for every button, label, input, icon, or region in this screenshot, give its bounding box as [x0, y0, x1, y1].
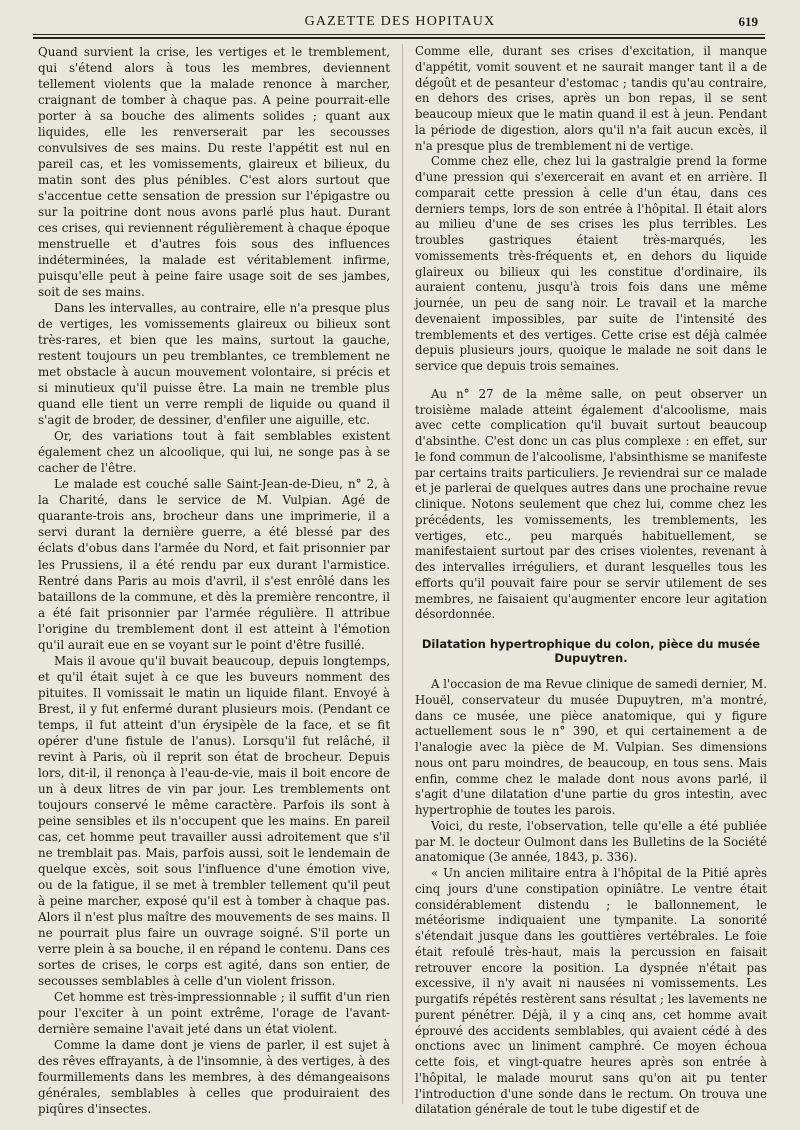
paragraph: Comme chez elle, chez lui la gastralgie prend la forme d'une pression qui s'exercerait en avant et en arrière. Il comparait cette pression à celle d'un étau, dans ces derniers temps, lors de son entrée à l'hôpital. Il était alors au milieu d'une de ses crises les plus terribles. Les troubles gastriques étaient très-marqués, les vomissements très-fréquents et, en dehors du liquide glaireux ou bilieux qui les constitue d'ordinaire, ils auraient contenu, jusqu'à trois fois dans une même journée, un peu de sang noir. Le travail et la marche devenaient impossibles, par suite de l'intensité des tremblements et des vertiges. Cette crise est déjà calmée depuis plusieurs jours, quoique le malade ne soit dans le service que depuis trois semaines. [415, 154, 767, 373]
paragraph: A l'occasion de ma Revue clinique de samedi dernier, M. Houël, conservateur du musée Dupuytren, m'a montré, dans ce musée, une pièce anatomique, qui y figure actuellement sous le n° 390, et qui certainement a de l'analogie avec la pièce de M. Vulpian. Ses dimensions nous ont paru moindres, de beaucoup, en tous sens. Mais enfin, comme chez le malade dont nous avons parlé, il s'agit d'une dilatation d'une partie du gros intestin, avec hypertrophie de toutes les parois. [415, 677, 767, 817]
page-number: 619 [738, 14, 758, 29]
right-column [415, 44, 767, 1118]
running-title: GAZETTE DES HOPITAUX [304, 14, 496, 29]
column-divider [402, 44, 403, 1104]
left-column [38, 44, 390, 1117]
paragraph: Comme elle, durant ses crises d'excitation, il manque d'appétit, vomit souvent et ne saurait manger tant il a de dégoût et de pesanteur d'estomac ; tandis qu'au contraire, en dehors des crises, après un bon repas, il se sent beaucoup mieux que le matin quand il est à jeun. Pendant la période de digestion, alors qu'il n'a fait aucun excès, il n'a presque plus de tremblement ni de vertige. [415, 44, 767, 153]
paragraph: Dans les intervalles, au contraire, elle n'a presque plus de vertiges, les vomissements glaireux ou bilieux sont très-rares, et bien que les mains, surtout la gauche, restent toujours un peu tremblantes, ce tremblement ne met obstacle à aucun mouvement volontaire, si précis et si minutieux qu'il puisse être. La main ne tremble plus quand elle tient un verre rempli de liquide ou quand il s'agit de broder, de dessiner, d'enfiler une aiguille, etc. [38, 301, 390, 428]
paragraph: Voici, du reste, l'observation, telle qu'elle a été publiée par M. le docteur Oulmont dans les Bulletins de la Société anatomique (3e année, 1843, p. 336). [415, 818, 767, 865]
paragraph: « Un ancien militaire entra à l'hôpital de la Pitié après cinq jours d'une constipation opiniâtre. Le ventre était considérablement distendu ; le ballonnement, le météorisme indiquaient une tympanite. La sonorité s'étendait jusque dans les gouttières vertébrales. Le foie était refoulé très-haut, mais la percussion en faisait retrouver encore la position. La dyspnée n'était pas excessive, il n'y avait ni nausées ni vomissements. Les purgatifs répétés restèrent sans résultat ; les lavements ne purent pénétrer. Déjà, il y a cinq ans, cet homme avait éprouvé des accidents semblables, qui avaient cédé à des onctions avec un liniment camphré. Ce moyen échoua cette fois, et vingt-quatre heures après son entrée à l'hôpital, le malade mourut sans qu'on ait pu tenter l'introduction d'une sonde dans le rectum. On trouva une dilatation générale de tout le tube digestif et de [415, 866, 767, 1117]
paragraph: Au n° 27 de la même salle, on peut observer un troisième malade atteint également d'alcoolisme, mais avec cette complication qu'il buvait surtout beaucoup d'absinthe. C'est donc un cas plus complexe : en effet, sur le fond commun de l'alcoolisme, l'absinthisme se manifeste par certains traits particuliers. Je reviendrai sur ce malade et je parlerai de quelques autres dans une prochaine revue clinique. Notons seulement que chez lui, comme chez les précédents, les vomissements, les tremblements, les vertiges, etc., peu marqués habituellement, se manifestaient surtout par des crises violentes, revenant à des intervalles irréguliers, et durant lesquelles tous les efforts qu'il pouvait faire pour se servir utilement de ses membres, ne faisaient qu'augmenter encore leur agitation désordonnée. [415, 386, 767, 622]
paragraph: Le malade est couché salle Saint-Jean-de-Dieu, n° 2, à la Charité, dans le service de M. Vulpian. Agé de quarante-trois ans, brocheur dans une imprimerie, il a servi durant la dernière guerre, a été blessé par des éclats d'obus dans l'armée du Nord, et fait prisonnier par les Prussiens, il a été rendu par eux durant l'armistice. Rentré dans Paris au mois d'avril, il s'est enrôlé dans les bataillons de la commune, et dès la première rencontre, il a été fait prisonnier par l'armée régulière. Il attribue l'origine du tremblement dont il est atteint à l'émotion qu'il aurait eue en se voyant sur le point d'être fusillé. [38, 477, 390, 652]
header-rule [33, 34, 765, 35]
paragraph: Or, des variations tout à fait semblables existent également chez un alcoolique, qui lui, ne songe pas à se cacher de l'être. [38, 429, 390, 476]
paragraph: Comme la dame dont je viens de parler, il est sujet à des rêves effrayants, à de l'insomnie, à des vertiges, à des fourmillements dans les membres, à des démangeaisons générales, semblables à celles que produiraient des piqûres d'insectes. [38, 1037, 390, 1117]
paragraph: Quand survient la crise, les vertiges et le tremblement, qui s'étend alors à tous les membres, deviennent tellement violents que la malade renonce à marcher, craignant de tomber à chaque pas. A peine pourrait-elle porter à sa bouche des aliments solides ; quant aux liquides, elle les renverserait par les secousses convulsives de ses mains. Du reste l'appétit est nul en pareil cas, et les vomissements, glaireux et bilieux, du matin sont des plus pénibles. C'est alors surtout que s'accentue cette sensation de pression sur l'épigastre ou sur la poitrine dont nous avons parlé plus haut. Durant ces crises, qui reviennent régulièrement à chaque époque menstruelle et d'autres fois sous des influences indéterminées, la malade est véritablement infirme, puisqu'elle peut à peine faire usage soit de ses jambes, soit de ses mains. [38, 45, 390, 300]
header-rule-thick [33, 37, 765, 39]
section-title: Dilatation hypertrophique du colon, pièce du musée Dupuytren. [421, 637, 761, 665]
paragraph: Mais il avoue qu'il buvait beaucoup, depuis longtemps, et qu'il était sujet à ce que les buveurs nomment des pituites. Il vomissait le matin un liquide filant. Envoyé à Brest, il y fut enfermé durant plusieurs mois. (Pendant ce temps, il fut atteint d'un érysipèle de la face, et se fit opérer d'une fistule de l'anus). Lorsqu'il fut relâché, il revint à Paris, où il reprit son état de brocheur. Depuis lors, dit-il, il renonça à l'eau-de-vie, mais il boit encore de un à deux litres de vin par jour. Les tremblements ont toujours conservé le même caractère. Parfois ils sont à peine sensibles et ils n'occupent que les mains. En pareil cas, cet homme peut travailler aussi adroitement que s'il ne tremblait pas. Mais, parfois aussi, soit le lendemain de quelque excès, soit sous l'influence d'une émotion vive, ou de la fatigue, il se met à trembler tellement qu'il peut à peine marcher, exposé qu'il est à tomber à chaque pas. Alors il n'est plus maître des mouvements de ses mains. Il ne pourrait plus faire un ouvrage soigné. S'il porte un verre plein à sa bouche, il en répand le contenu. Dans ces sortes de crises, le corps est agité, dans son entier, de secousses semblables à celle d'un violent frisson. [38, 653, 390, 988]
paragraph: Cet homme est très-impressionnable ; il suffit d'un rien pour l'exciter à un point extrême, l'orage de l'avant-dernière semaine l'avait jeté dans un état violent. [38, 989, 390, 1036]
